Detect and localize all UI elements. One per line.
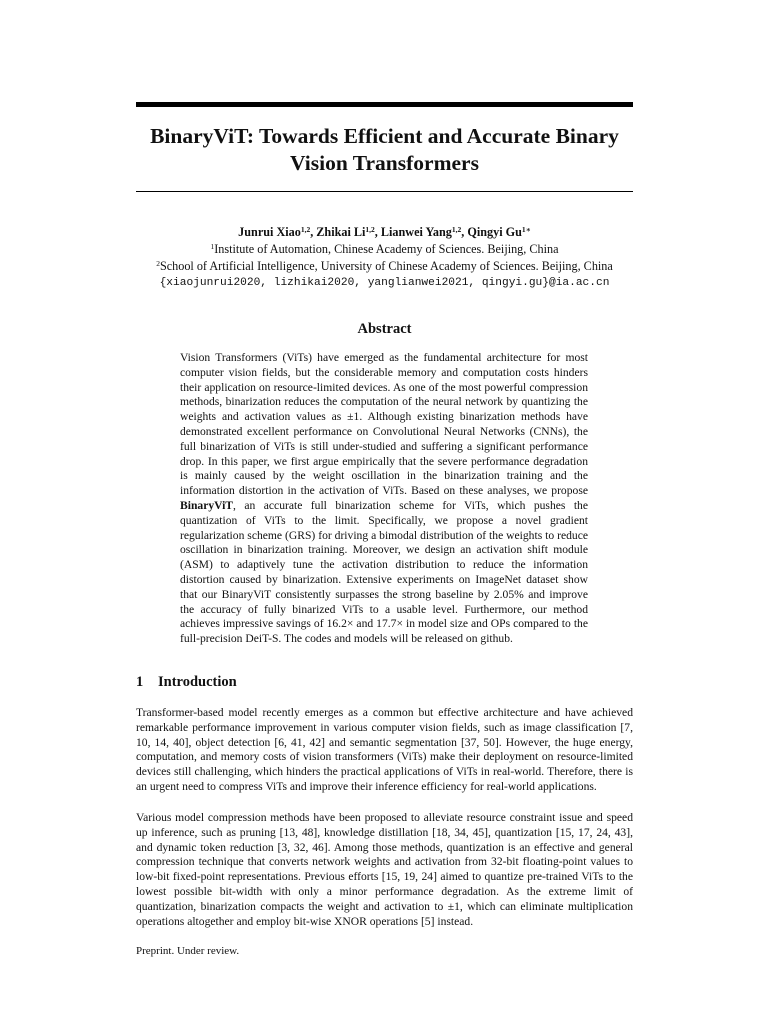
abstract-heading: Abstract <box>357 321 412 337</box>
section-heading-introduction <box>136 674 633 691</box>
author-name: Junrui Xiao <box>238 225 301 239</box>
author-names: Junrui Xiao$^{1,2}$, Zhikai Li$^{1,2}$, Lianwei Yang$^{1,2}$, Qingyi $Gu^{1∗}$ <box>238 225 531 239</box>
title-bottom-rule <box>136 191 633 192</box>
author-affil-mark: 1,2 <box>300 225 311 234</box>
author-affil-mark: 1,2 <box>365 225 375 234</box>
affiliation-1: $^1$Institute of Automation, Chinese Academy of Sciences. Beijing, China <box>210 242 559 256</box>
section-number: 1 <box>136 674 144 690</box>
affiliation-2: $^2$School of Artificial Intelligence, University of Chinese Academy of Sciences. Beijing, China <box>156 259 613 273</box>
author-name: Zhikai Li <box>316 225 366 239</box>
title-line-2: Vision Transformers <box>290 151 479 175</box>
author-affil-mark: 1,2 <box>451 225 462 234</box>
intro-paragraph-1: Transformer-based model recently emerges as a common but effective architecture and have achieved remarkable performance improvement in various computer vision fields, such as image classification [7, 10, 14, 40], object detection [6, 41, 42] and semantic segmentation [37, 50]. However, the huge energy, computation, and memory costs of vision transformers (ViTs) make their deployment on resource-limited devices still challenging, which hinders the practical applications of ViTs in real-world. Therefore, there is an urgent need to compress ViTs and improve their inference efficiency for real-world applications. <box>136 706 633 793</box>
method-name: BinaryViT <box>180 498 234 512</box>
author-emails[interactable]: {xiaojunrui2020, lizhikai2020, yanglianwei2021, qingyi.gu}@ia.ac.cn <box>159 277 610 289</box>
author-name: Lianwei Yang <box>380 225 452 239</box>
abstract-text: Vision Transformers (ViTs) have emerged as the fundamental architecture for most computer vision fields, but the considerable memory and computation costs hinders their application on resource-limited devices. As one of the most powerful compression methods, binarization reduces the computation of the neural network by quantizing the weights and activation values as ±1. Although existing binarization methods have demonstrated excellent performance on Convolutional Neural Networks (CNNs), the full binarization of ViTs is still under-studied and suffering a significant performance drop. In this paper, we first argue empirically that the severe performance degradation is mainly caused by the weight oscillation in the binarization training and the information distortion in the activation of ViTs. Based on these analyses, we propose BinaryViT, an accurate full binarization scheme for ViTs, which pushes the quantization of ViTs to the limit. Specifically, we propose a novel gradient regularization scheme (GRS) for driving a bimodal distribution of the weights to reduce oscillation in binarization training. Moreover, we design an activation shift module (ASM) to adaptively tune the activation distribution to reduce the information distortion caused by binarization. Extensive experiments on ImageNet dataset show that our BinaryViT consistently surpasses the strong baseline by 2.05% and improve the accuracy of fully binarized ViTs to a usable level. Furthermore, our method achieves impressive savings of 16.2× and 17.7× in model size and OPs compared to the full-precision DeiT-S. The codes and models will be released on github. <box>180 351 588 646</box>
page-footer: Preprint. Under review. <box>136 945 240 957</box>
author-affil-mark: 1∗ <box>521 225 531 234</box>
section-title: Introduction <box>158 674 237 690</box>
paper-title <box>136 123 633 177</box>
author-name: Qingyi Gu <box>467 225 522 239</box>
intro-paragraph-2: Various model compression methods have been proposed to alleviate resource constraint issue and speed up inference, such as pruning [13, 48], knowledge distillation [18, 34, 45], quantization [15, 17, 24, 43], and dynamic token reduction [3, 32, 46]. Among those methods, quantization is an effective and general compression technique that converts network weights and activation from 32-bit floating-point values to low-bit fixed-point representations. Previous efforts [15, 19, 24] aimed to quantize pre-trained ViTs to the lowest possible bit-width with only a minor performance degradation. As the extreme limit of quantization, binarization compacts the weight and activation to ±1, which can eliminate multiplication operations altogether and employ bit-wise XNOR operations [5] instead. <box>136 811 633 928</box>
title-top-rule <box>136 102 633 107</box>
title-line-1: BinaryViT: Towards Efficient and Accurate Binary <box>150 124 619 148</box>
author-block <box>136 224 633 292</box>
